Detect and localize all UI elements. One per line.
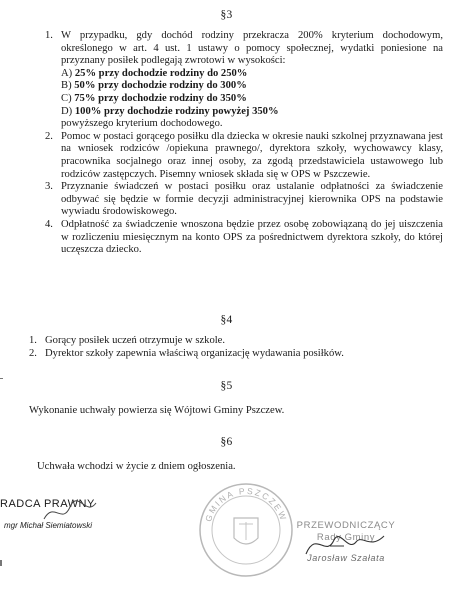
item-text: W przypadku, gdy dochód rodziny przekracza 200% kryterium dochodowym, określonego w art. 4 ust. 1 ustawy o pomocy społecznej, wydatki poniesione na przyznany posiłek podlegają zwrotowi w wysokości:: [61, 30, 443, 67]
option-letter: D): [61, 105, 73, 117]
section-4-item-1: [29, 335, 429, 348]
chairman-title: PRZEWODNICZĄCY: [296, 520, 396, 531]
option-letter: C): [61, 92, 72, 104]
section-3-list: [45, 30, 443, 257]
item-number: 3.: [45, 181, 53, 193]
section-heading-5: §5: [220, 380, 233, 392]
item-number: 2.: [45, 130, 53, 142]
municipal-seal: [196, 480, 296, 580]
option-letter: B): [61, 80, 72, 92]
legal-advisor-stamp: RADCA PRAWNY: [0, 498, 95, 510]
chairman-signature-scribble: [300, 528, 390, 562]
option-text: 100% przy dochodzie rodziny powyżej 350%: [74, 105, 279, 117]
item-number: 4.: [45, 218, 53, 230]
option-letter: A): [61, 67, 73, 79]
section-5-text: Wykonanie uchwały powierza się Wójtowi Gminy Pszczew.: [29, 405, 285, 416]
option-text: 75% przy dochodzie rodziny do 350%: [74, 92, 247, 104]
left-signature-scribble: [40, 497, 100, 527]
section-3-item-2: [45, 131, 443, 181]
option-text: 50% przy dochodzie rodziny do 300%: [74, 80, 247, 92]
legal-advisor-name: mgr Michał Siemiatowski: [4, 521, 93, 530]
item-text: Gorący posiłek uczeń otrzymuje w szkole.: [45, 335, 226, 346]
refund-option: [61, 68, 443, 81]
item-text: Dyrektor szkoły zapewnia właściwą organizację wydawania posiłków.: [45, 347, 344, 359]
section-3-item-4: [45, 219, 443, 257]
section-heading-6: §6: [220, 436, 233, 448]
section-4-list: [29, 335, 429, 360]
item-text: Pomoc w postaci gorącego posiłku dla dziecka w okresie nauki szkolnej przyznawana jest na wniosek rodziców /opiekuna prawnego/, dyrektora szkoły, wychowawcy klasy, pracownika socjalnego oraz innej osoby, za zgodą przedstawiciela ustawowego lub rodziców zastępczych. Pisemny wniosek składa się w OPS w Pszczewie.: [61, 130, 443, 180]
refund-option: [61, 80, 443, 93]
section-heading-3: §3: [220, 9, 233, 21]
item-tail-text: powyższego kryterium dochodowego.: [61, 118, 223, 130]
refund-option: [61, 106, 443, 119]
option-text: 25% przy dochodzie rodziny do 250%: [74, 67, 248, 79]
scan-artifact: [0, 560, 2, 566]
item-number: 2.: [29, 347, 37, 359]
section-4-item-2: [29, 348, 429, 361]
item-text: Odpłatność za świadczenie wnoszona będzie przez osobę zobowiązaną do jej uiszczenia w rozliczeniu miesięcznym na konto OPS za pośrednictwem dyrektora szkoły, do której uczęszcza dziecko.: [61, 218, 443, 256]
chairman-name: Jarosław Szałata: [307, 553, 385, 563]
scan-artifact: [0, 378, 3, 379]
item-number: 1.: [29, 335, 37, 346]
council-name: Rady Gminy: [316, 532, 376, 543]
section-6-text: Uchwała wchodzi w życie z dniem ogłoszenia.: [37, 461, 236, 472]
refund-options-list: [61, 68, 443, 118]
item-number: 1.: [45, 30, 53, 41]
section-heading-4: §4: [220, 314, 233, 326]
section-3-item-1: [45, 30, 443, 131]
item-text: Przyznanie świadczeń w postaci posiłku oraz ustalanie odpłatności za świadczenie odbywać się będzie w formie decyzji administracyjnej kierownika OPS na podstawie wywiadu środowiskowego.: [61, 181, 443, 218]
refund-option: [61, 93, 443, 106]
seal-text: GMINA PSZCZEW: [203, 485, 290, 523]
section-3-item-3: [45, 181, 443, 219]
